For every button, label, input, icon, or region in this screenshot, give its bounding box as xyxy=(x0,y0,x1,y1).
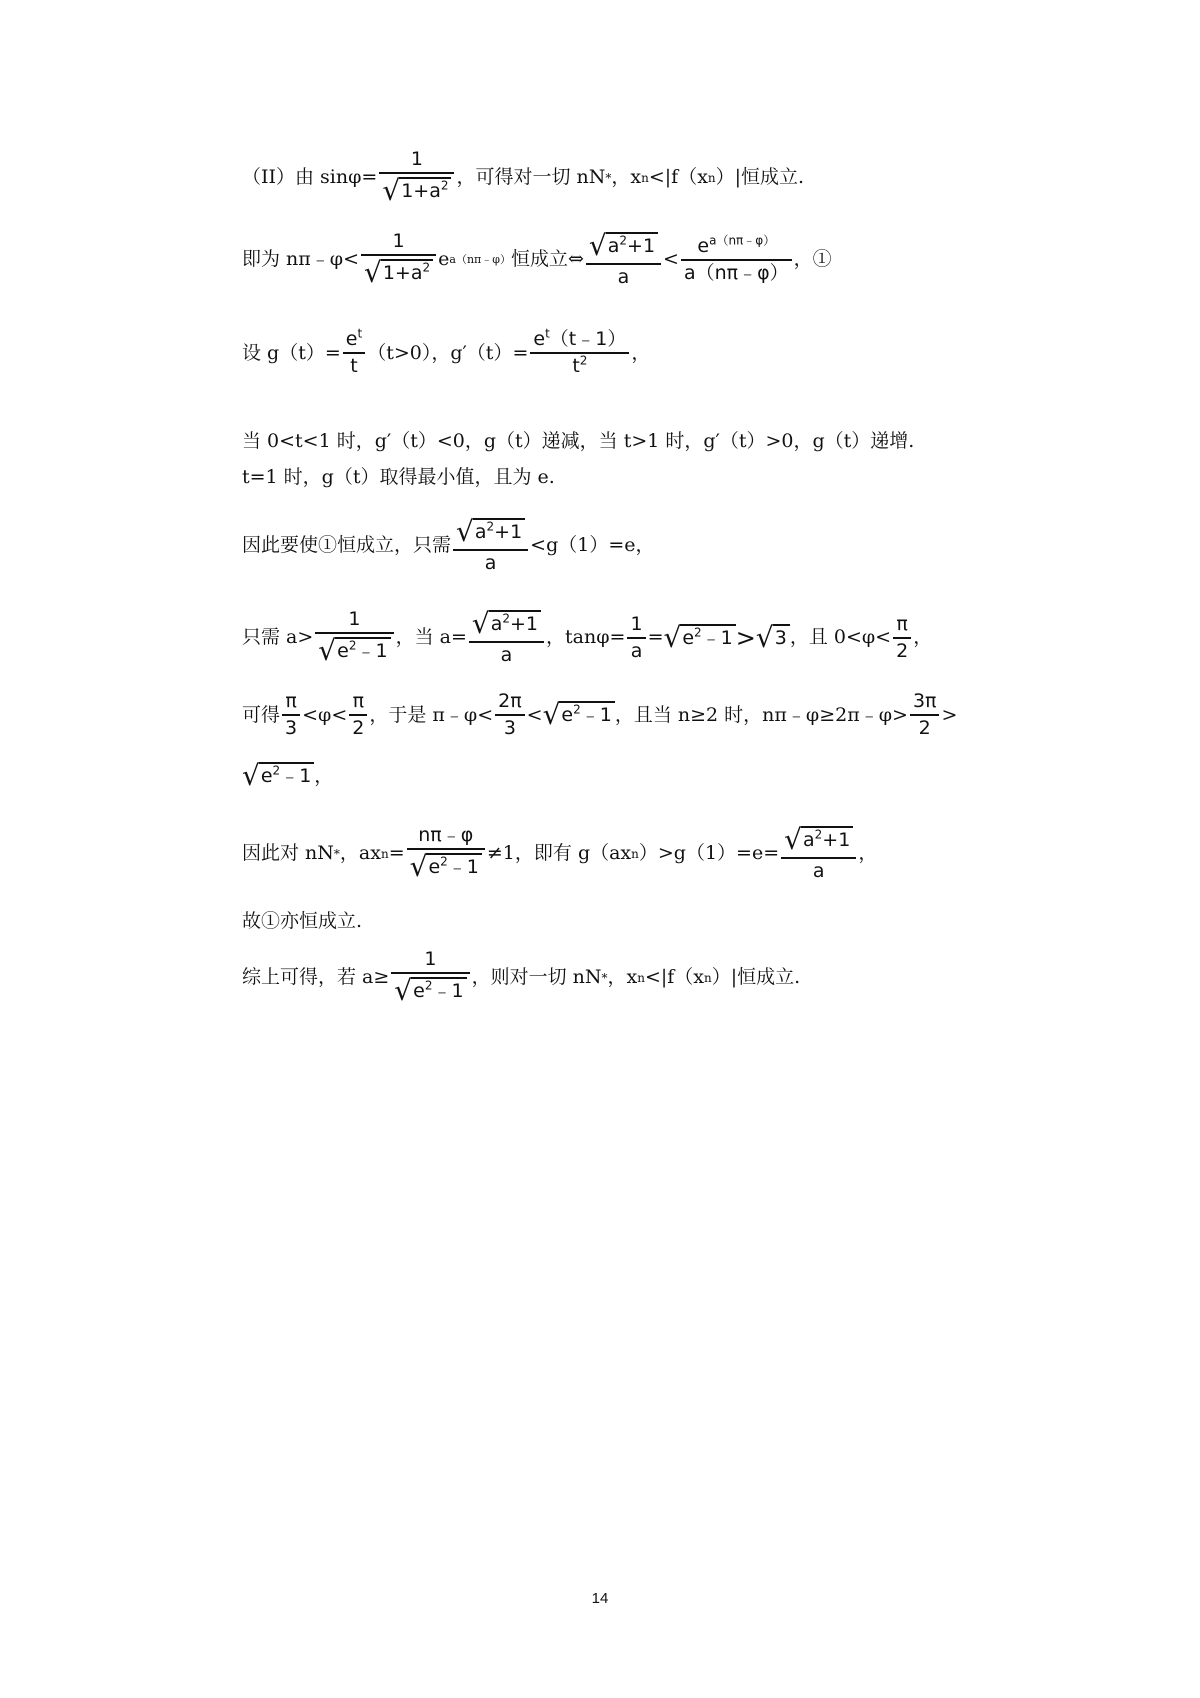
radicand: e xyxy=(413,980,425,1002)
radicand: e xyxy=(337,640,349,662)
text: ， xyxy=(631,341,651,364)
text: ， xyxy=(858,842,878,864)
fraction-denominator xyxy=(407,848,485,881)
fraction-sqrt-over-a xyxy=(469,607,544,666)
text: e xyxy=(438,248,450,270)
text: t=1 时，g（t）取得最小值，且为 e. xyxy=(242,466,555,488)
exponent: 2 xyxy=(440,178,449,193)
text: < xyxy=(663,248,679,270)
page-number: 14 xyxy=(591,1590,609,1607)
text: = xyxy=(388,842,405,864)
fraction-denominator: a（nπ﹣φ） xyxy=(681,259,792,283)
exponent: 2 xyxy=(573,702,581,717)
fraction-numerator xyxy=(343,326,365,352)
text: （t>0），g′（t）= xyxy=(367,341,529,364)
text: ，于是 π﹣φ< xyxy=(369,703,494,726)
radicand: 1+a xyxy=(401,180,441,202)
text: <φ< xyxy=(302,703,348,726)
fraction-pi-over-3 xyxy=(282,692,300,738)
text: ，ax xyxy=(339,842,381,864)
sqrt-symbol: √ $a^2+1$ xyxy=(784,826,853,854)
text: ≠1，即有 g（ax xyxy=(486,842,632,864)
exponent: t xyxy=(357,326,363,341)
exponent: 2 xyxy=(579,353,588,368)
solution-line-define-g xyxy=(242,326,651,377)
radicand-tail: ﹣1 xyxy=(432,980,464,1002)
fraction-numerator: 1 xyxy=(348,608,361,630)
fraction-denominator: t xyxy=(343,352,365,376)
text: ，且当 n≥2 时，nπ﹣φ≥2π﹣φ> xyxy=(614,703,908,726)
fraction-exp-over-a xyxy=(681,233,792,284)
exponent: 2 xyxy=(694,625,702,640)
fraction-denominator xyxy=(391,972,469,1005)
sqrt-symbol: √ $e^2﹣1$ xyxy=(663,624,735,652)
solution-line-holds xyxy=(242,912,362,931)
solution-line-inequality: 即为 nπ﹣φ< 1 √ $1+a^2$ e a（nπ﹣φ） 恒成立⇔ √ $a^2+1$ a < $\frac{e^{a(n\pi﹣\varphi)}}{a(n\pi﹣\varphi)}$ ，① xyxy=(242,229,832,289)
fraction-pi-over-2 xyxy=(893,612,911,662)
text: 恒成立⇔ xyxy=(510,248,584,270)
fraction-denominator xyxy=(361,254,436,287)
fraction-denominator: 2 xyxy=(893,637,911,661)
text: ， xyxy=(314,764,334,787)
fraction-denominator: a xyxy=(586,263,661,287)
text: ，当 a= xyxy=(395,626,467,648)
fraction-numerator: π xyxy=(352,690,365,712)
fraction-numerator xyxy=(586,229,661,263)
text: ，tanφ= xyxy=(546,626,626,648)
base: e xyxy=(697,234,710,257)
fraction-pi-over-2 xyxy=(349,692,367,738)
radicand-tail: ﹣1 xyxy=(701,626,733,649)
sqrt-symbol: √ $1+a^2$ xyxy=(382,177,451,205)
sqrt-symbol: √ $e^2﹣1$ xyxy=(543,701,615,729)
fraction-one-over-sqrt xyxy=(379,150,454,205)
solution-line-minimum xyxy=(242,468,555,487)
radicand-tail: +1 xyxy=(822,829,851,851)
fraction-numerator: π xyxy=(285,690,297,712)
fraction-3pi-over-2 xyxy=(910,692,940,738)
text: ，x xyxy=(607,966,638,988)
base: t xyxy=(572,355,580,377)
text: 综上可得，若 a≥ xyxy=(242,966,390,988)
exponent: 2 xyxy=(424,978,433,993)
text: ）|恒成立. xyxy=(715,166,805,188)
text: （II）由 sinφ= xyxy=(242,166,378,188)
fraction-sqrt-over-a xyxy=(453,515,528,574)
radicand: e xyxy=(561,704,574,726)
base: e xyxy=(533,328,546,350)
radicand: e xyxy=(428,856,441,878)
sqrt-symbol: √ $a^2+1$ xyxy=(456,518,525,546)
exponent: 2 xyxy=(440,854,448,869)
solution-line-need-a xyxy=(242,607,933,667)
fraction-numerator xyxy=(453,515,528,549)
text: <|f（x xyxy=(644,966,705,988)
radicand: 1+a xyxy=(382,262,423,284)
exponent: 2 xyxy=(348,638,357,653)
fraction-denominator: a xyxy=(453,549,528,573)
text: ，可得对一切 nN xyxy=(456,166,606,188)
text: 即为 nπ﹣φ< xyxy=(242,248,359,270)
exponent: 2 xyxy=(272,763,281,778)
fraction-denominator xyxy=(315,632,393,665)
text: > xyxy=(941,703,958,726)
solution-line-monotonic xyxy=(242,432,914,451)
text: 因此要使①恒成立，只需 xyxy=(242,534,452,556)
text: = xyxy=(647,626,664,648)
fraction-numerator: nπ﹣φ xyxy=(418,824,474,846)
radicand-tail: +1 xyxy=(627,235,656,257)
text: 当 0<t<1 时，g′（t）<0，g（t）递减，当 t>1 时，g′（t）>0，g（t）递增. xyxy=(242,430,915,452)
fraction-denominator: 3 xyxy=(282,714,300,738)
base: e xyxy=(345,328,358,350)
solution-line-part-ii: （II）由 sinφ= 1 √ $1+a^2$ ，可得对一切 nN * ，x n <|f（x n ）|恒成立. xyxy=(242,148,805,207)
radicand: a xyxy=(490,613,503,635)
text: <|f（x xyxy=(648,166,708,188)
text: 只需 a> xyxy=(242,626,314,648)
radicand-tail: ﹣1 xyxy=(356,640,388,662)
sqrt-symbol: √ $a^2+1$ xyxy=(589,232,658,260)
fraction-2pi-over-3 xyxy=(495,692,525,738)
text: 可得 xyxy=(242,703,281,726)
solution-line-conclusion: 综上可得，若 a≥ 1 √ $e^2﹣1$ ，则对一切 nN * ，x n <|f（x n ）|恒成立. xyxy=(242,948,801,1007)
text: <g（1）=e， xyxy=(530,534,655,556)
sqrt-symbol: √ 3 xyxy=(756,624,790,652)
exponent: 2 xyxy=(502,611,511,626)
solution-line-sqrt-continued xyxy=(242,759,334,792)
radicand-tail: ﹣1 xyxy=(280,765,312,787)
fraction-one-over-sqrt xyxy=(391,950,469,1005)
fraction-numerator xyxy=(530,326,629,352)
fraction-sqrt-over-a xyxy=(586,229,661,288)
exponent: 2 xyxy=(619,233,628,248)
fraction-numerator xyxy=(781,823,856,857)
fraction-denominator: a xyxy=(781,857,856,881)
fraction-denominator xyxy=(379,172,454,205)
solution-line-phi-range xyxy=(242,692,957,738)
text: ，x xyxy=(611,166,642,188)
fraction-denominator: a xyxy=(627,637,645,661)
radicand-tail: ﹣1 xyxy=(447,856,479,878)
fraction-numerator: π xyxy=(896,612,908,635)
numerator-tail: （t﹣1） xyxy=(549,328,627,350)
fraction-sqrt-over-a xyxy=(781,823,856,882)
text: > xyxy=(735,623,756,652)
radicand: a xyxy=(803,829,815,851)
exponent: 2 xyxy=(814,827,823,842)
sqrt-symbol: √ $a^2+1$ xyxy=(472,610,541,638)
radicand-tail: +1 xyxy=(510,613,539,635)
solution-line-condition xyxy=(242,515,655,574)
fraction-one-over-sqrt xyxy=(361,232,436,287)
solution-line-axn: 因此对 nN * ，ax n = nπ﹣φ √ $e^2﹣1$ ≠1，即有 g（ax n ）>g（1）=e= √ $a^2+1$ a ， xyxy=(242,823,878,883)
fraction-one-over-sqrt xyxy=(315,610,393,665)
text: < xyxy=(526,703,543,726)
text: 故①亦恒成立. xyxy=(242,910,363,932)
fraction-denominator: 3 xyxy=(495,714,525,738)
fraction-denominator xyxy=(530,352,629,376)
radicand-tail: +1 xyxy=(494,521,523,543)
sqrt-symbol: √ $e^2﹣1$ xyxy=(242,762,314,790)
radicand-tail: ﹣1 xyxy=(580,704,612,726)
fraction-denominator: 2 xyxy=(349,714,367,738)
text: ，① xyxy=(793,248,832,270)
radicand: 3 xyxy=(774,626,787,649)
fraction-et-over-t xyxy=(343,326,365,377)
fraction-numerator: 1 xyxy=(630,612,643,635)
text: ）|恒成立. xyxy=(711,966,801,988)
text: 因此对 nN xyxy=(242,842,334,864)
fraction-numerator: 1 xyxy=(410,148,423,170)
sqrt-symbol: √ $e^2﹣1$ xyxy=(394,977,466,1005)
sqrt-symbol: √ $1+a^2$ xyxy=(364,259,433,287)
radicand: a xyxy=(607,235,620,257)
fraction-numerator xyxy=(694,233,778,259)
radicand: a xyxy=(474,521,487,543)
fraction-numerator: 2π xyxy=(498,690,522,712)
sqrt-symbol: √ $e^2﹣1$ xyxy=(318,637,390,665)
fraction-numerator: 1 xyxy=(392,230,405,252)
text: ）>g（1）=e= xyxy=(638,842,780,864)
exponent: 2 xyxy=(486,519,495,534)
text: 设 g（t）= xyxy=(242,341,341,364)
fraction-npi-phi-over-sqrt xyxy=(407,826,485,881)
exponent: 2 xyxy=(422,260,431,275)
fraction-one-over-a xyxy=(627,612,645,662)
fraction-numerator: 3π xyxy=(912,690,937,712)
fraction-numerator: 1 xyxy=(424,948,437,970)
radicand: e xyxy=(682,626,695,649)
radicand: e xyxy=(260,765,273,787)
fraction-denominator: a xyxy=(469,641,544,665)
fraction-denominator: 2 xyxy=(910,714,940,738)
fraction-derivative xyxy=(530,326,629,377)
fraction-numerator xyxy=(469,607,544,641)
text: ，则对一切 nN xyxy=(471,966,602,988)
sqrt-symbol: √ $e^2﹣1$ xyxy=(410,853,482,881)
exponent: t xyxy=(545,326,550,341)
text: ，且 0<φ< xyxy=(789,626,892,648)
text: ， xyxy=(913,626,933,648)
exponent: a（nπ﹣φ） xyxy=(709,233,776,248)
